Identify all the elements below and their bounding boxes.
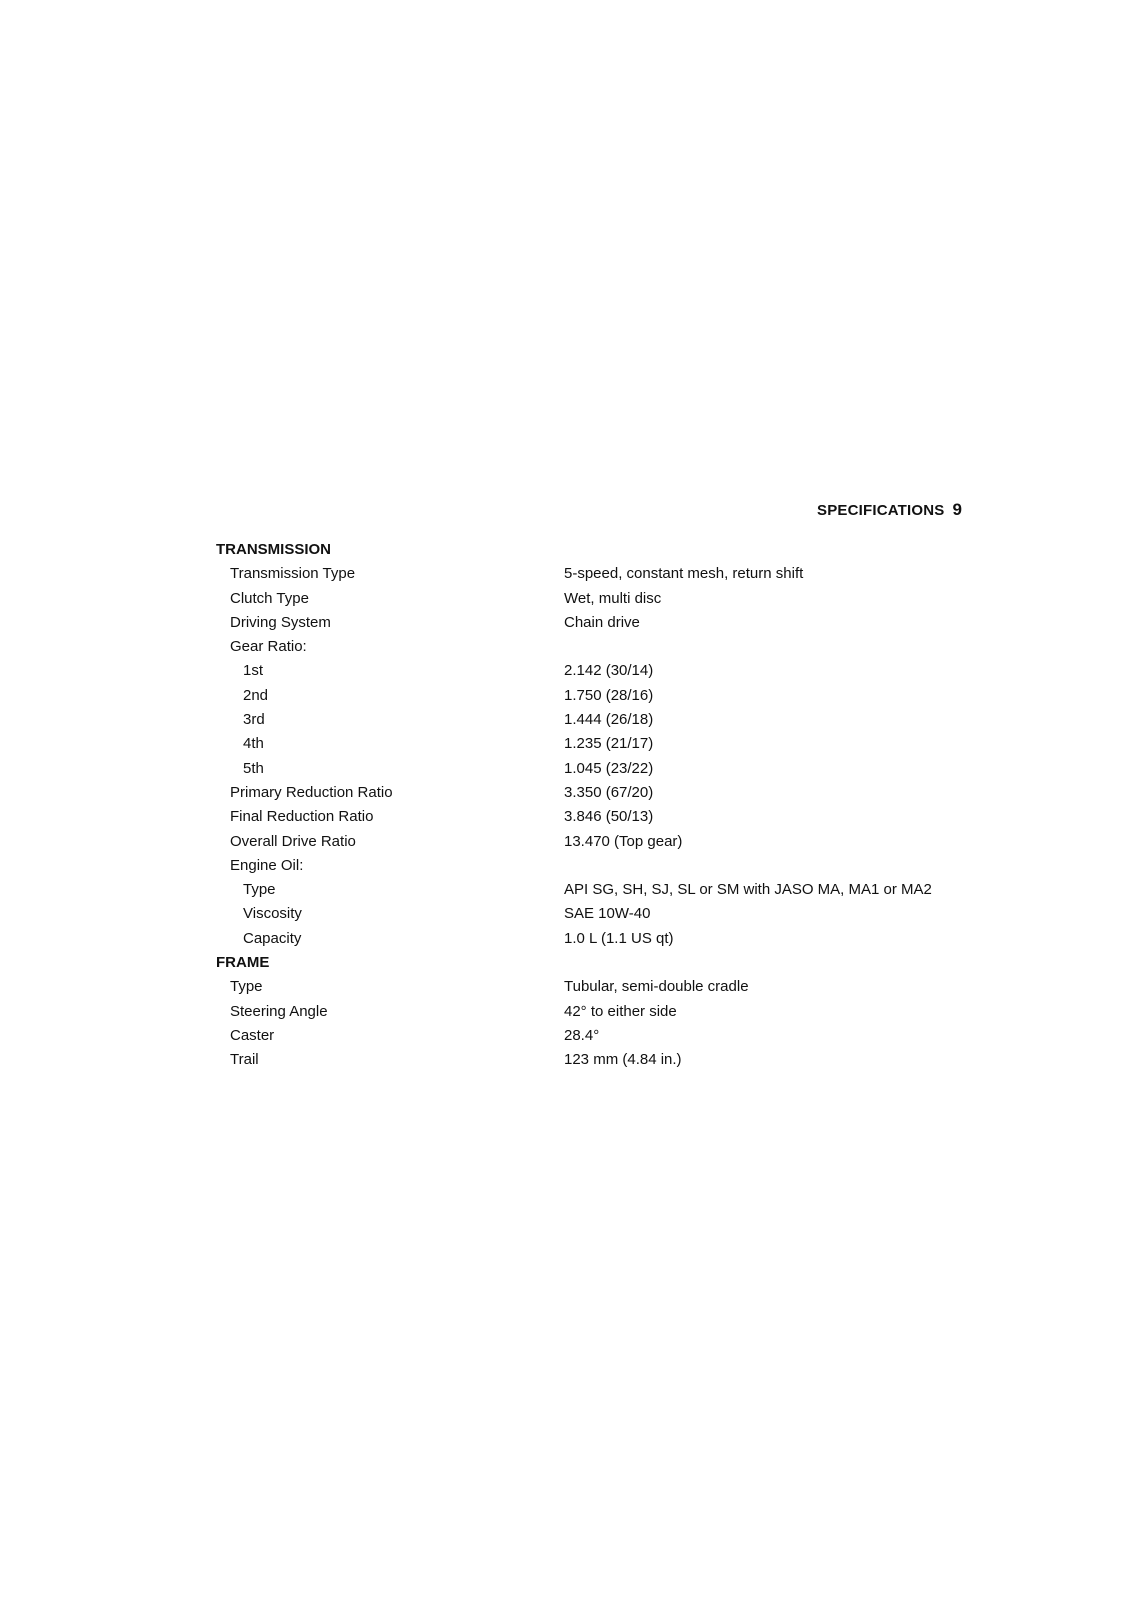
spec-label: Overall Drive Ratio xyxy=(230,832,356,850)
spec-row xyxy=(216,635,976,659)
spec-value: Chain drive xyxy=(564,613,640,631)
spec-row xyxy=(216,757,976,781)
spec-row xyxy=(216,659,976,683)
spec-value: 1.0 L (1.1 US qt) xyxy=(564,929,674,947)
spec-row xyxy=(216,854,976,878)
section-heading-label: TRANSMISSION xyxy=(216,541,332,558)
spec-label: Clutch Type xyxy=(230,589,309,607)
spec-label: Trail xyxy=(230,1051,259,1069)
spec-row xyxy=(216,878,976,902)
spec-label: Capacity xyxy=(243,929,302,947)
spec-row xyxy=(216,684,976,708)
spec-value: 3.350 (67/20) xyxy=(564,783,654,801)
spec-label: 4th xyxy=(243,735,264,753)
spec-row xyxy=(216,1024,976,1048)
spec-value: 3.846 (50/13) xyxy=(564,808,654,826)
spec-label: Engine Oil: xyxy=(230,856,304,874)
spec-value: Wet, multi disc xyxy=(564,589,662,607)
spec-row xyxy=(216,562,976,586)
spec-value: 5-speed, constant mesh, return shift xyxy=(564,565,804,583)
spec-value: Tubular, semi-double cradle xyxy=(564,978,749,996)
spec-list xyxy=(216,538,976,1073)
spec-row xyxy=(216,902,976,926)
spec-row xyxy=(216,1000,976,1024)
spec-value: 1.235 (21/17) xyxy=(564,735,654,753)
spec-label: Type xyxy=(230,978,263,996)
spec-label: Type xyxy=(243,881,276,899)
spec-label: Driving System xyxy=(230,613,331,631)
spec-label: Steering Angle xyxy=(230,1002,328,1020)
spec-label: Transmission Type xyxy=(230,565,356,583)
spec-row xyxy=(216,927,976,951)
spec-row xyxy=(216,781,976,805)
section-heading xyxy=(216,538,976,562)
spec-value: API SG, SH, SJ, SL or SM with JASO MA, MA1 or MA2 xyxy=(564,881,932,899)
spec-value: 42° to either side xyxy=(564,1002,677,1020)
spec-row xyxy=(216,587,976,611)
spec-value: 123 mm (4.84 in.) xyxy=(564,1051,682,1069)
section-heading-label: FRAME xyxy=(216,954,270,972)
spec-value: SAE 10W-40 xyxy=(564,905,651,923)
section-title: SPECIFICATIONS xyxy=(816,502,945,519)
spec-value: 1.750 (28/16) xyxy=(564,686,654,704)
spec-row xyxy=(216,732,976,756)
spec-label: Primary Reduction Ratio xyxy=(230,783,393,801)
spec-row xyxy=(216,830,976,854)
spec-label: Viscosity xyxy=(243,905,302,923)
spec-label: Final Reduction Ratio xyxy=(230,808,374,826)
spec-label: 1st xyxy=(243,662,264,680)
spec-row xyxy=(216,805,976,829)
spec-value: 28.4° xyxy=(564,1026,600,1044)
page-header xyxy=(790,500,962,521)
spec-row xyxy=(216,975,976,999)
spec-row xyxy=(216,1048,976,1072)
spec-row xyxy=(216,611,976,635)
spec-value: 2.142 (30/14) xyxy=(564,662,654,680)
spec-label: 3rd xyxy=(243,711,265,729)
page-number: 9 xyxy=(952,500,962,519)
spec-label: Caster xyxy=(230,1026,275,1044)
spec-label: 2nd xyxy=(243,686,269,704)
spec-row xyxy=(216,708,976,732)
spec-label: Gear Ratio: xyxy=(230,638,307,656)
spec-value: 13.470 (Top gear) xyxy=(564,832,683,850)
spec-value: 1.444 (26/18) xyxy=(564,711,654,729)
section-heading xyxy=(216,951,976,975)
spec-value: 1.045 (23/22) xyxy=(564,759,654,777)
spec-label: 5th xyxy=(243,759,264,777)
